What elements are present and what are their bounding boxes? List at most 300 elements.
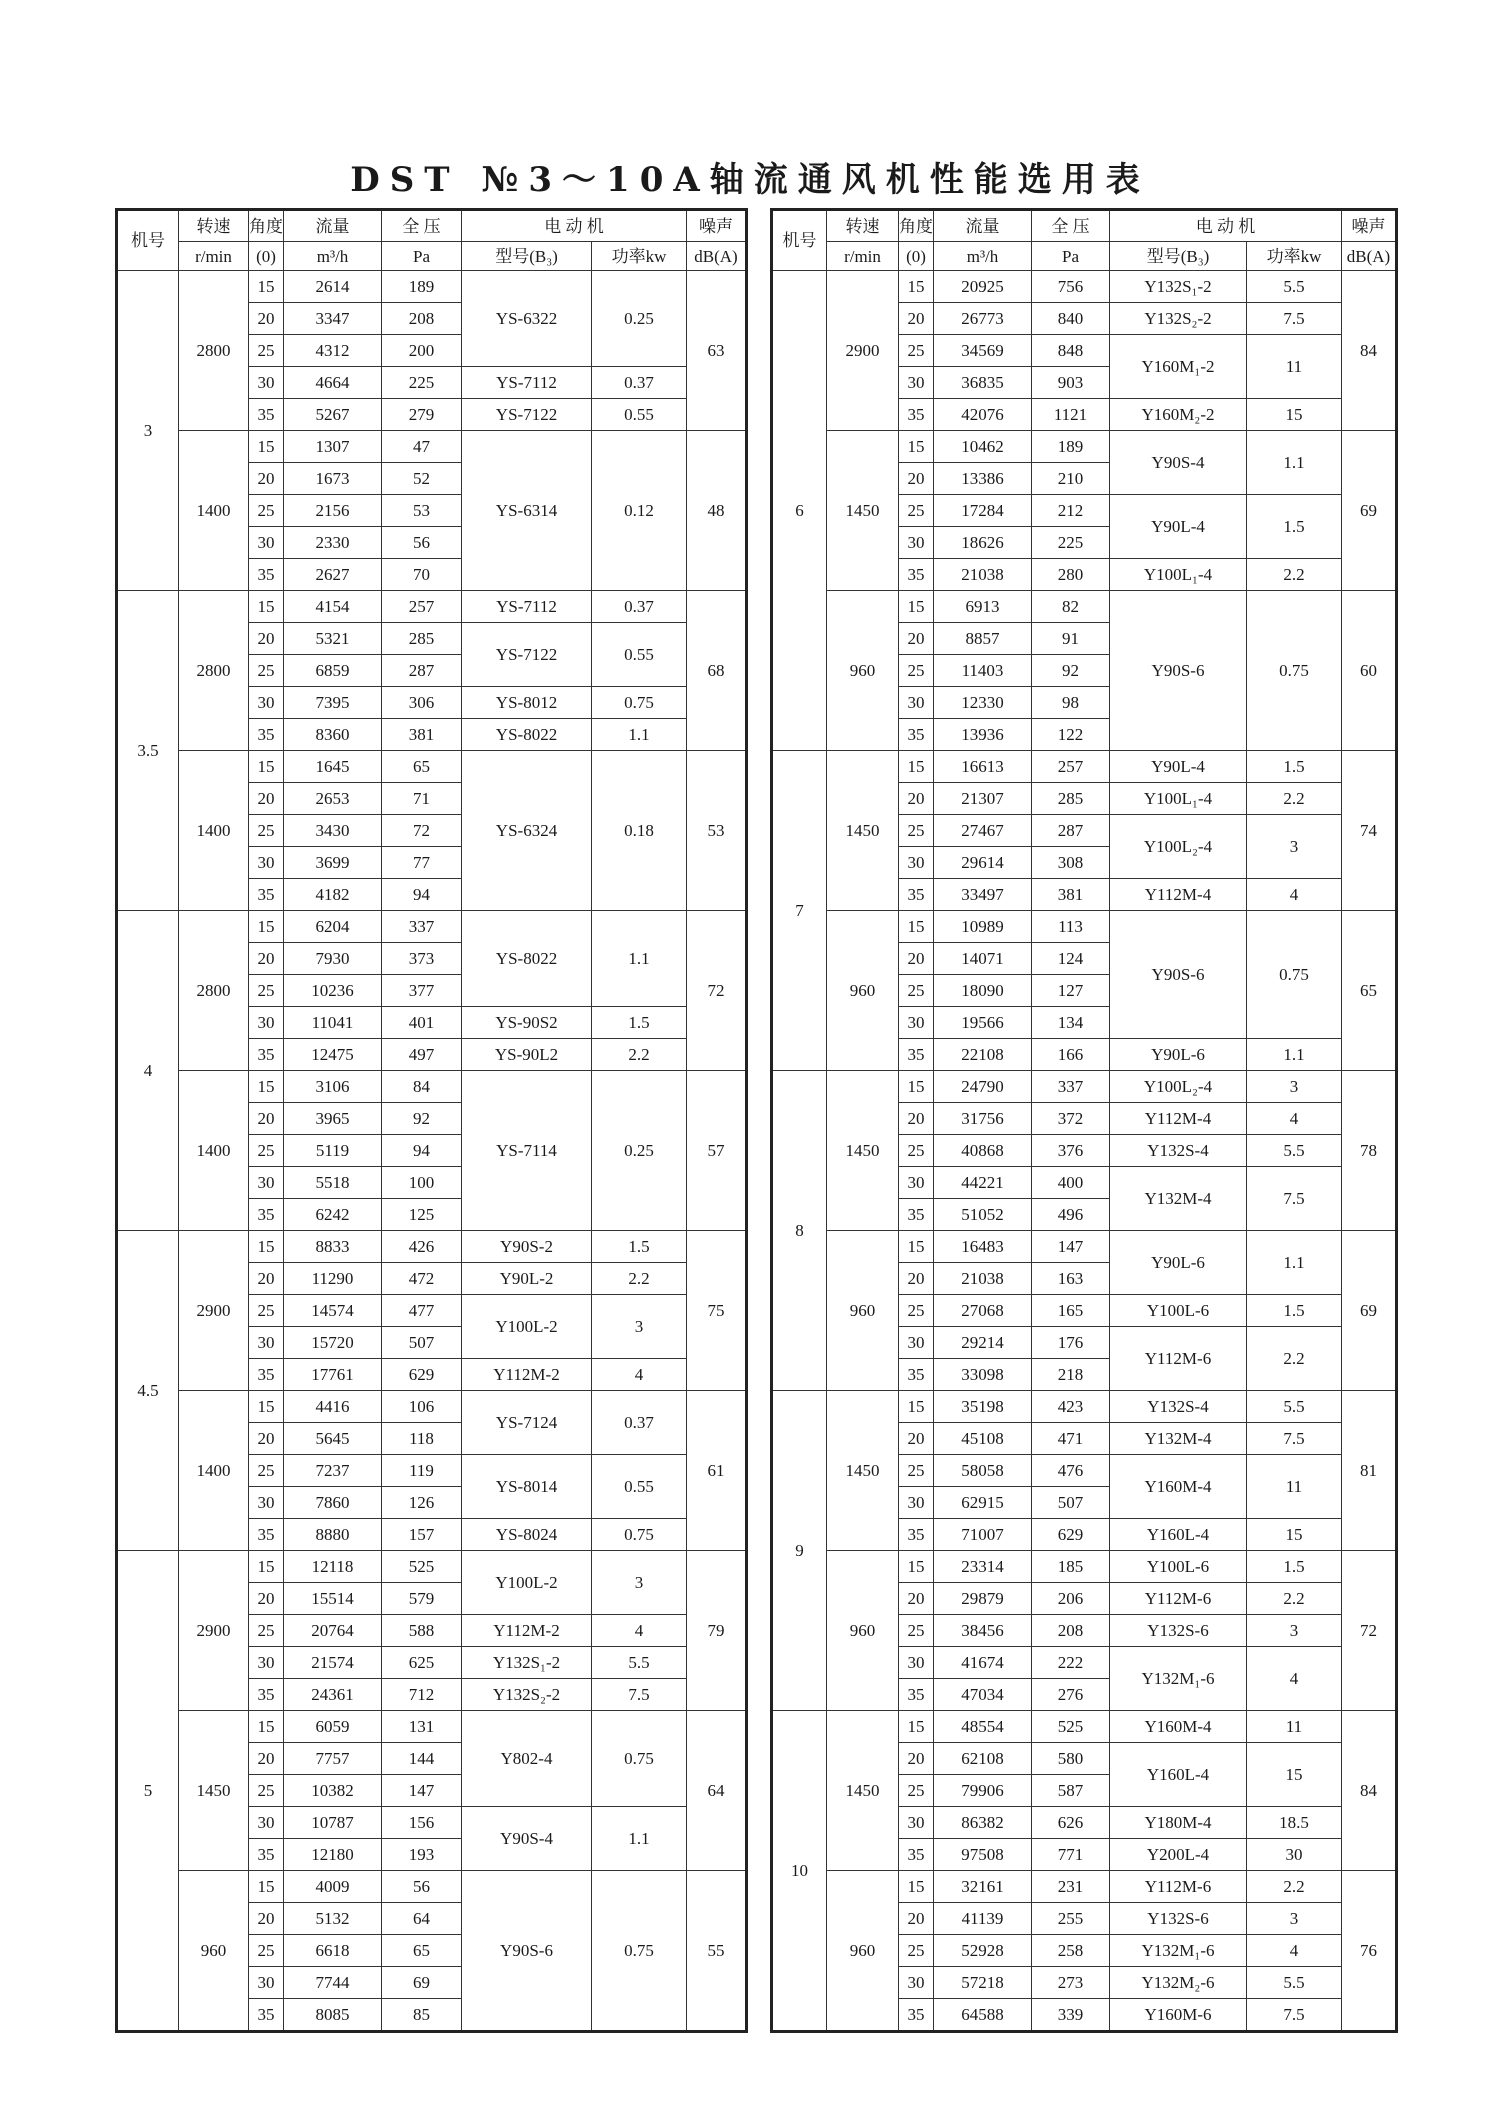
flow-cell: 33497 <box>934 879 1032 911</box>
motor-type-cell: Y90L-2 <box>462 1263 592 1295</box>
table-row <box>117 751 747 783</box>
angle-cell: 25 <box>249 495 284 527</box>
pressure-cell: 497 <box>382 1039 462 1071</box>
angle-cell: 25 <box>899 815 934 847</box>
pressure-cell: 629 <box>382 1359 462 1391</box>
flow-cell: 8833 <box>284 1231 382 1263</box>
flow-cell: 4416 <box>284 1391 382 1423</box>
flow-cell: 6204 <box>284 911 382 943</box>
motor-type-cell: Y100L-6 <box>1110 1551 1247 1583</box>
pressure-cell: 125 <box>382 1199 462 1231</box>
motor-power-cell: 1.1 <box>1247 1231 1342 1295</box>
angle-cell: 25 <box>899 1615 934 1647</box>
pressure-cell: 771 <box>1032 1839 1110 1871</box>
angle-cell: 30 <box>249 1167 284 1199</box>
motor-power-cell: 0.75 <box>592 1519 687 1551</box>
motor-type-cell: Y90L-4 <box>1110 495 1247 559</box>
angle-cell: 15 <box>249 1871 284 1903</box>
motor-power-cell: 0.55 <box>592 1455 687 1519</box>
pressure-cell: 156 <box>382 1807 462 1839</box>
pressure-cell: 56 <box>382 527 462 559</box>
pressure-cell: 69 <box>382 1967 462 1999</box>
motor-type-cell: YS-7122 <box>462 623 592 687</box>
pressure-cell: 189 <box>1032 431 1110 463</box>
flow-cell: 15514 <box>284 1583 382 1615</box>
pressure-cell: 166 <box>1032 1039 1110 1071</box>
motor-type-cell: Y132S-4 <box>1110 1391 1247 1423</box>
pressure-cell: 377 <box>382 975 462 1007</box>
motor-type-cell: Y132S₂-2 <box>462 1679 592 1711</box>
table-row <box>117 271 747 303</box>
angle-cell: 20 <box>249 1423 284 1455</box>
pressure-cell: 176 <box>1032 1327 1110 1359</box>
flow-cell: 36835 <box>934 367 1032 399</box>
angle-cell: 20 <box>249 463 284 495</box>
motor-power-cell: 1.5 <box>1247 1295 1342 1327</box>
header-speed-unit: r/min <box>179 242 249 271</box>
motor-type-cell: YS-7124 <box>462 1391 592 1455</box>
motor-power-cell: 1.1 <box>592 1807 687 1871</box>
flow-cell: 3430 <box>284 815 382 847</box>
flow-cell: 33098 <box>934 1359 1032 1391</box>
motor-type-cell: Y132S-6 <box>1110 1615 1247 1647</box>
flow-cell: 8857 <box>934 623 1032 655</box>
pressure-cell: 118 <box>382 1423 462 1455</box>
noise-cell: 68 <box>687 591 747 751</box>
motor-type-cell: Y100L-6 <box>1110 1295 1247 1327</box>
angle-cell: 25 <box>249 1775 284 1807</box>
angle-cell: 25 <box>249 1615 284 1647</box>
angle-cell: 25 <box>899 655 934 687</box>
pressure-cell: 507 <box>1032 1487 1110 1519</box>
motor-power-cell: 3 <box>1247 1071 1342 1103</box>
header-angle: 角度 <box>249 210 284 242</box>
motor-type-cell: YS-7114 <box>462 1071 592 1231</box>
model-cell: 8 <box>772 1071 827 1391</box>
pressure-cell: 756 <box>1032 271 1110 303</box>
angle-cell: 20 <box>899 1743 934 1775</box>
angle-cell: 30 <box>249 1967 284 1999</box>
table-row <box>117 1071 747 1103</box>
noise-cell: 57 <box>687 1071 747 1231</box>
motor-type-cell: Y90S-2 <box>462 1231 592 1263</box>
flow-cell: 21038 <box>934 1263 1032 1295</box>
noise-cell: 84 <box>1342 271 1397 431</box>
header-power: 功率kw <box>1247 242 1342 271</box>
pressure-cell: 225 <box>382 367 462 399</box>
flow-cell: 22108 <box>934 1039 1032 1071</box>
noise-cell: 63 <box>687 271 747 431</box>
angle-cell: 20 <box>249 1903 284 1935</box>
pressure-cell: 372 <box>1032 1103 1110 1135</box>
flow-cell: 5645 <box>284 1423 382 1455</box>
flow-cell: 20764 <box>284 1615 382 1647</box>
flow-cell: 1645 <box>284 751 382 783</box>
motor-power-cell: 5.5 <box>592 1647 687 1679</box>
flow-cell: 31756 <box>934 1103 1032 1135</box>
motor-power-cell: 11 <box>1247 1711 1342 1743</box>
angle-cell: 35 <box>249 559 284 591</box>
pressure-cell: 337 <box>1032 1071 1110 1103</box>
motor-power-cell: 1.1 <box>1247 431 1342 495</box>
angle-cell: 15 <box>249 431 284 463</box>
motor-power-cell: 1.5 <box>1247 1551 1342 1583</box>
noise-cell: 53 <box>687 751 747 911</box>
table-row <box>772 1551 1397 1583</box>
angle-cell: 20 <box>249 303 284 335</box>
flow-cell: 7860 <box>284 1487 382 1519</box>
noise-cell: 79 <box>687 1551 747 1711</box>
motor-type-cell: Y90L-6 <box>1110 1039 1247 1071</box>
noise-cell: 74 <box>1342 751 1397 911</box>
motor-power-cell: 7.5 <box>1247 1167 1342 1231</box>
table-row <box>117 1391 747 1423</box>
model-cell: 4 <box>117 911 179 1231</box>
pressure-cell: 258 <box>1032 1935 1110 1967</box>
angle-cell: 30 <box>899 1487 934 1519</box>
motor-power-cell: 15 <box>1247 1743 1342 1807</box>
motor-type-cell: Y160M-4 <box>1110 1711 1247 1743</box>
motor-power-cell: 3 <box>1247 815 1342 879</box>
pressure-cell: 72 <box>382 815 462 847</box>
flow-cell: 2330 <box>284 527 382 559</box>
motor-type-cell: Y90S-4 <box>462 1807 592 1871</box>
header-motor: 电 动 机 <box>1110 210 1342 242</box>
motor-power-cell: 4 <box>1247 1647 1342 1711</box>
flow-cell: 38456 <box>934 1615 1032 1647</box>
angle-cell: 20 <box>899 1423 934 1455</box>
header-noise: 噪声 <box>1342 210 1397 242</box>
flow-cell: 86382 <box>934 1807 1032 1839</box>
motor-power-cell: 5.5 <box>1247 271 1342 303</box>
flow-cell: 7395 <box>284 687 382 719</box>
angle-cell: 35 <box>899 559 934 591</box>
flow-cell: 7930 <box>284 943 382 975</box>
motor-type-cell: Y112M-6 <box>1110 1871 1247 1903</box>
flow-cell: 45108 <box>934 1423 1032 1455</box>
angle-cell: 35 <box>249 1199 284 1231</box>
header-pressure-unit: Pa <box>382 242 462 271</box>
speed-cell: 2800 <box>179 591 249 751</box>
flow-cell: 2653 <box>284 783 382 815</box>
pressure-cell: 65 <box>382 1935 462 1967</box>
motor-type-cell: Y132S₁-2 <box>462 1647 592 1679</box>
angle-cell: 15 <box>249 1551 284 1583</box>
angle-cell: 20 <box>249 943 284 975</box>
angle-cell: 35 <box>249 1519 284 1551</box>
flow-cell: 11403 <box>934 655 1032 687</box>
table-row <box>772 271 1397 303</box>
flow-cell: 35198 <box>934 1391 1032 1423</box>
angle-cell: 25 <box>249 975 284 1007</box>
noise-cell: 72 <box>687 911 747 1071</box>
motor-power-cell: 0.75 <box>592 1871 687 2032</box>
pressure-cell: 401 <box>382 1007 462 1039</box>
motor-power-cell: 4 <box>592 1359 687 1391</box>
motor-power-cell: 7.5 <box>1247 1423 1342 1455</box>
flow-cell: 64588 <box>934 1999 1032 2032</box>
motor-power-cell: 1.5 <box>592 1231 687 1263</box>
motor-power-cell: 1.5 <box>1247 751 1342 783</box>
angle-cell: 30 <box>899 1327 934 1359</box>
noise-cell: 69 <box>1342 1231 1397 1391</box>
motor-power-cell: 2.2 <box>1247 1327 1342 1391</box>
pressure-cell: 210 <box>1032 463 1110 495</box>
angle-cell: 30 <box>899 1167 934 1199</box>
angle-cell: 35 <box>249 1839 284 1871</box>
angle-cell: 20 <box>899 1903 934 1935</box>
flow-cell: 5132 <box>284 1903 382 1935</box>
pressure-cell: 231 <box>1032 1871 1110 1903</box>
pressure-cell: 52 <box>382 463 462 495</box>
pressure-cell: 476 <box>1032 1455 1110 1487</box>
flow-cell: 6859 <box>284 655 382 687</box>
motor-type-cell: Y112M-6 <box>1110 1327 1247 1391</box>
pressure-cell: 71 <box>382 783 462 815</box>
flow-cell: 7757 <box>284 1743 382 1775</box>
motor-power-cell: 7.5 <box>1247 1999 1342 2032</box>
angle-cell: 25 <box>249 655 284 687</box>
motor-type-cell: Y132M₁-6 <box>1110 1935 1247 1967</box>
pressure-cell: 625 <box>382 1647 462 1679</box>
motor-power-cell: 2.2 <box>1247 559 1342 591</box>
pressure-cell: 579 <box>382 1583 462 1615</box>
pressure-cell: 208 <box>1032 1615 1110 1647</box>
flow-cell: 24361 <box>284 1679 382 1711</box>
motor-power-cell: 0.37 <box>592 591 687 623</box>
flow-cell: 24790 <box>934 1071 1032 1103</box>
motor-power-cell: 4 <box>1247 879 1342 911</box>
fan-table-left <box>115 208 748 2033</box>
pressure-cell: 208 <box>382 303 462 335</box>
motor-power-cell: 18.5 <box>1247 1807 1342 1839</box>
table-row <box>772 1231 1397 1263</box>
pressure-cell: 626 <box>1032 1807 1110 1839</box>
motor-power-cell: 2.2 <box>1247 1871 1342 1903</box>
flow-cell: 52928 <box>934 1935 1032 1967</box>
motor-type-cell: Y90L-4 <box>1110 751 1247 783</box>
pressure-cell: 285 <box>382 623 462 655</box>
motor-power-cell: 2.2 <box>592 1263 687 1295</box>
angle-cell: 20 <box>249 1583 284 1615</box>
speed-cell: 1400 <box>179 1391 249 1551</box>
angle-cell: 25 <box>249 335 284 367</box>
angle-cell: 30 <box>249 367 284 399</box>
header-motor: 电 动 机 <box>462 210 687 242</box>
pressure-cell: 56 <box>382 1871 462 1903</box>
angle-cell: 30 <box>899 1007 934 1039</box>
model-cell: 10 <box>772 1711 827 2032</box>
angle-cell: 15 <box>899 751 934 783</box>
angle-cell: 20 <box>249 1263 284 1295</box>
flow-cell: 41139 <box>934 1903 1032 1935</box>
speed-cell: 1450 <box>827 751 899 911</box>
noise-cell: 65 <box>1342 911 1397 1071</box>
speed-cell: 1450 <box>827 1071 899 1231</box>
angle-cell: 25 <box>899 1295 934 1327</box>
motor-power-cell: 3 <box>1247 1903 1342 1935</box>
flow-cell: 10989 <box>934 911 1032 943</box>
angle-cell: 30 <box>899 687 934 719</box>
flow-cell: 6618 <box>284 1935 382 1967</box>
pressure-cell: 471 <box>1032 1423 1110 1455</box>
motor-type-cell: YS-7122 <box>462 399 592 431</box>
header-model: 机号 <box>117 210 179 271</box>
header-motor-type: 型号(B₃) <box>1110 242 1247 271</box>
flow-cell: 26773 <box>934 303 1032 335</box>
motor-type-cell: YS-6322 <box>462 271 592 367</box>
motor-power-cell: 15 <box>1247 1519 1342 1551</box>
motor-power-cell: 4 <box>1247 1935 1342 1967</box>
pressure-cell: 588 <box>382 1615 462 1647</box>
angle-cell: 20 <box>249 1743 284 1775</box>
flow-cell: 2156 <box>284 495 382 527</box>
pressure-cell: 144 <box>382 1743 462 1775</box>
motor-power-cell: 5.5 <box>1247 1135 1342 1167</box>
pressure-cell: 1121 <box>1032 399 1110 431</box>
flow-cell: 97508 <box>934 1839 1032 1871</box>
fan-table-right <box>770 208 1398 2033</box>
model-cell: 3.5 <box>117 591 179 911</box>
table-row <box>772 911 1397 943</box>
pressure-cell: 134 <box>1032 1007 1110 1039</box>
header-power: 功率kw <box>592 242 687 271</box>
motor-type-cell: Y132S-4 <box>1110 1135 1247 1167</box>
pressure-cell: 47 <box>382 431 462 463</box>
motor-power-cell: 1.1 <box>592 911 687 1007</box>
speed-cell: 1450 <box>179 1711 249 1871</box>
pressure-cell: 629 <box>1032 1519 1110 1551</box>
motor-power-cell: 0.37 <box>592 1391 687 1455</box>
angle-cell: 20 <box>899 1583 934 1615</box>
noise-cell: 64 <box>687 1711 747 1871</box>
flow-cell: 41674 <box>934 1647 1032 1679</box>
motor-power-cell: 1.5 <box>592 1007 687 1039</box>
noise-cell: 55 <box>687 1871 747 2032</box>
noise-cell: 76 <box>1342 1871 1397 2032</box>
speed-cell: 1450 <box>827 1711 899 1871</box>
noise-cell: 75 <box>687 1231 747 1391</box>
motor-type-cell: Y112M-2 <box>462 1359 592 1391</box>
pressure-cell: 287 <box>382 655 462 687</box>
flow-cell: 79906 <box>934 1775 1032 1807</box>
flow-cell: 5518 <box>284 1167 382 1199</box>
angle-cell: 15 <box>899 911 934 943</box>
motor-type-cell: Y200L-4 <box>1110 1839 1247 1871</box>
motor-type-cell: Y90S-6 <box>1110 591 1247 751</box>
angle-cell: 15 <box>249 1391 284 1423</box>
angle-cell: 35 <box>899 1199 934 1231</box>
pressure-cell: 106 <box>382 1391 462 1423</box>
flow-cell: 10787 <box>284 1807 382 1839</box>
motor-power-cell: 1.1 <box>1247 1039 1342 1071</box>
flow-cell: 62915 <box>934 1487 1032 1519</box>
flow-cell: 34569 <box>934 335 1032 367</box>
angle-cell: 20 <box>899 303 934 335</box>
pressure-cell: 257 <box>382 591 462 623</box>
angle-cell: 35 <box>899 1679 934 1711</box>
motor-power-cell: 1.5 <box>1247 495 1342 559</box>
pressure-cell: 257 <box>1032 751 1110 783</box>
motor-type-cell: YS-7112 <box>462 367 592 399</box>
header-noise-unit: dB(A) <box>687 242 747 271</box>
angle-cell: 25 <box>899 1775 934 1807</box>
flow-cell: 12180 <box>284 1839 382 1871</box>
flow-cell: 58058 <box>934 1455 1032 1487</box>
motor-type-cell: Y132M-4 <box>1110 1167 1247 1231</box>
flow-cell: 48554 <box>934 1711 1032 1743</box>
pressure-cell: 113 <box>1032 911 1110 943</box>
header-pressure-unit: Pa <box>1032 242 1110 271</box>
flow-cell: 18626 <box>934 527 1032 559</box>
flow-cell: 12330 <box>934 687 1032 719</box>
motor-type-cell: Y100L₁-4 <box>1110 559 1247 591</box>
angle-cell: 35 <box>899 1839 934 1871</box>
header-angle-unit: (0) <box>249 242 284 271</box>
flow-cell: 8360 <box>284 719 382 751</box>
pressure-cell: 276 <box>1032 1679 1110 1711</box>
motor-power-cell: 7.5 <box>1247 303 1342 335</box>
angle-cell: 20 <box>899 1103 934 1135</box>
pressure-cell: 124 <box>1032 943 1110 975</box>
pressure-cell: 157 <box>382 1519 462 1551</box>
pressure-cell: 70 <box>382 559 462 591</box>
motor-power-cell: 3 <box>592 1295 687 1359</box>
pressure-cell: 477 <box>382 1295 462 1327</box>
motor-power-cell: 3 <box>1247 1615 1342 1647</box>
pressure-cell: 337 <box>382 911 462 943</box>
flow-cell: 18090 <box>934 975 1032 1007</box>
table-row <box>117 1871 747 1903</box>
flow-cell: 62108 <box>934 1743 1032 1775</box>
angle-cell: 30 <box>249 847 284 879</box>
angle-cell: 30 <box>249 687 284 719</box>
flow-cell: 4664 <box>284 367 382 399</box>
flow-cell: 5119 <box>284 1135 382 1167</box>
flow-cell: 21574 <box>284 1647 382 1679</box>
speed-cell: 1400 <box>179 431 249 591</box>
angle-cell: 20 <box>899 463 934 495</box>
angle-cell: 35 <box>899 1039 934 1071</box>
table-row <box>117 1231 747 1263</box>
motor-type-cell: Y100L₁-4 <box>1110 783 1247 815</box>
motor-type-cell: Y132M₂-6 <box>1110 1967 1247 1999</box>
angle-cell: 30 <box>899 1647 934 1679</box>
angle-cell: 35 <box>249 1999 284 2032</box>
motor-type-cell: Y160M-4 <box>1110 1455 1247 1519</box>
angle-cell: 20 <box>899 623 934 655</box>
flow-cell: 6913 <box>934 591 1032 623</box>
header-noise: 噪声 <box>687 210 747 242</box>
pressure-cell: 279 <box>382 399 462 431</box>
table-row <box>772 751 1397 783</box>
motor-type-cell: YS-7112 <box>462 591 592 623</box>
motor-type-cell: Y160M-6 <box>1110 1999 1247 2032</box>
pressure-cell: 472 <box>382 1263 462 1295</box>
motor-power-cell: 0.75 <box>1247 911 1342 1039</box>
angle-cell: 25 <box>249 1135 284 1167</box>
pressure-cell: 165 <box>1032 1295 1110 1327</box>
header-speed: 转速 <box>179 210 249 242</box>
motor-type-cell: Y90S-4 <box>1110 431 1247 495</box>
noise-cell: 60 <box>1342 591 1397 751</box>
flow-cell: 11290 <box>284 1263 382 1295</box>
table-row <box>772 1711 1397 1743</box>
header-pressure: 全 压 <box>1032 210 1110 242</box>
table-row <box>772 1071 1397 1103</box>
flow-cell: 1673 <box>284 463 382 495</box>
pressure-cell: 147 <box>1032 1231 1110 1263</box>
